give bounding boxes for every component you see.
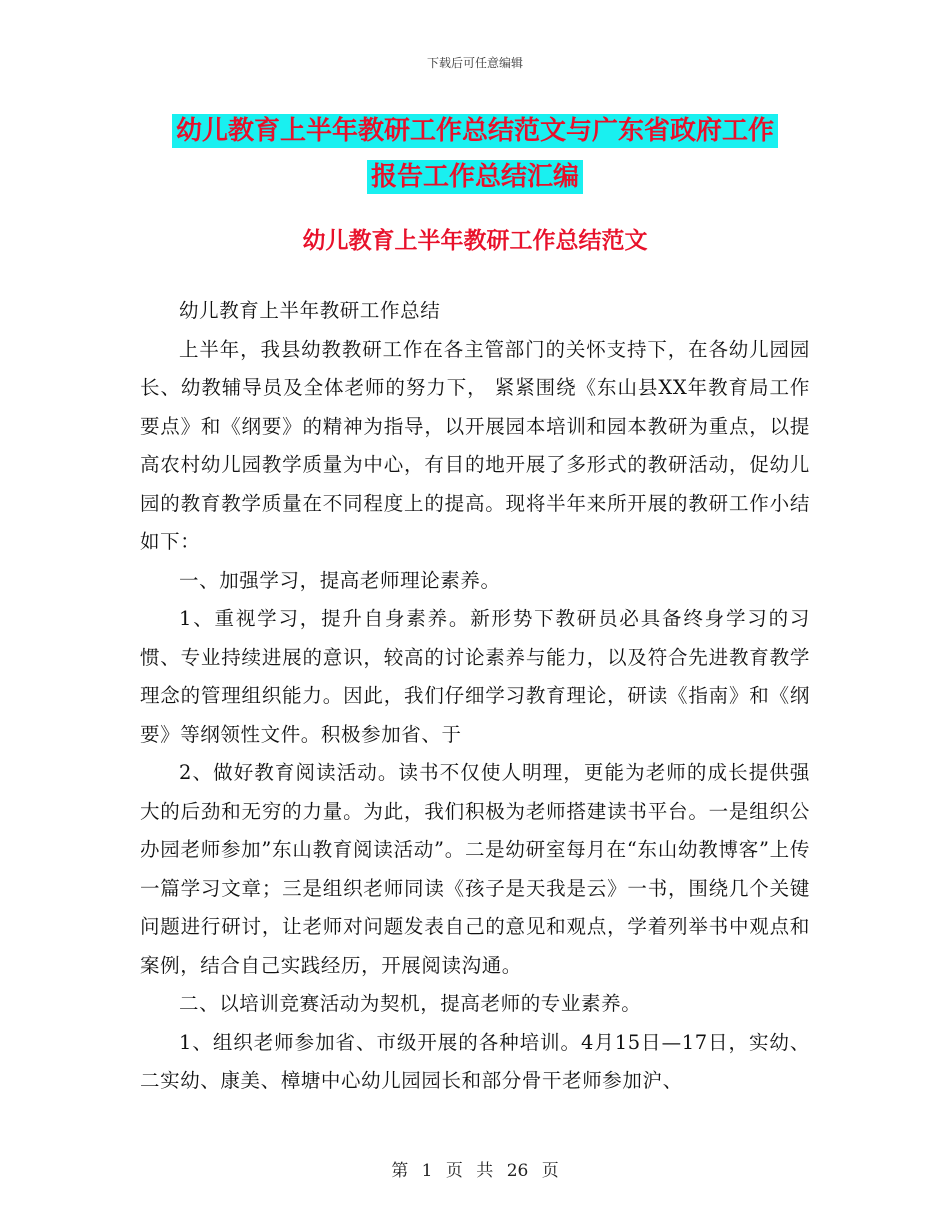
- paragraph-item-1-1: 1、重视学习，提升自身素养。新形势下教研员必具备终身学习的习惯、专业持续进展的意识，较高的讨论素养与能力，以及符合先进教育教学理念的管理组织能力。因此，我们仔细学习教育理论，研读《指南》和《纲要》等纲领性文件。积极参加省、于: [140, 607, 810, 746]
- paragraph-intro: 上半年，我县幼教教研工作在各主管部门的关怀支持下，在各幼儿园园长、幼教辅导员及全体老师的努力下， 紧紧围绕《东山县XX年教育局工作要点》和《纲要》的精神为指导，以开展园本培训和园本教研为重点，以提高农村幼儿园教学质量为中心，有目的地开展了多形式的教研活动，促幼儿园的教育教学质量在不同程度上的提高。现将半年来所开展的教研工作小结如下：: [140, 337, 810, 553]
- paragraph-item-1-2: 2、做好教育阅读活动。读书不仅使人明理，更能为老师的成长提供强大的后劲和无穷的力量。为此，我们积极为老师搭建读书平台。一是组织公办园老师参加”东山教育阅读活动”。二是幼研室每月在“东山幼教博客”上传一篇学习文章；三是组织老师同读《孩子是天我是云》一书，围绕几个关键问题进行研讨，让老师对问题发表自己的意见和观点，学着列举书中观点和案例，结合自己实践经历，开展阅读沟通。: [140, 761, 810, 977]
- document-title: [140, 108, 810, 200]
- body-text: [140, 292, 810, 1101]
- paragraph-heading: 幼儿教育上半年教研工作总结: [179, 299, 441, 322]
- page-footer: 第 1 页 共 26 页: [391, 1161, 559, 1181]
- paragraph-section-1: 一、加强学习，提高老师理论素养。: [179, 568, 501, 592]
- title-line-2: 报告工作总结汇编: [367, 160, 583, 194]
- section-title: 幼儿教育上半年教研工作总结范文: [302, 228, 648, 254]
- paragraph-item-2-1: 1、组织老师参加省、市级开展的各种培训。4月15日—17日，实幼、二实幼、康美、樟塘中心幼儿园园长和部分骨干老师参加沪、: [140, 1030, 810, 1092]
- header-note: 下载后可任意编辑: [426, 56, 523, 70]
- title-line-1: 幼儿教育上半年教研工作总结范文与广东省政府工作: [172, 114, 778, 148]
- paragraph-section-2: 二、以培训竞赛活动为契机，提高老师的专业素养。: [179, 992, 642, 1015]
